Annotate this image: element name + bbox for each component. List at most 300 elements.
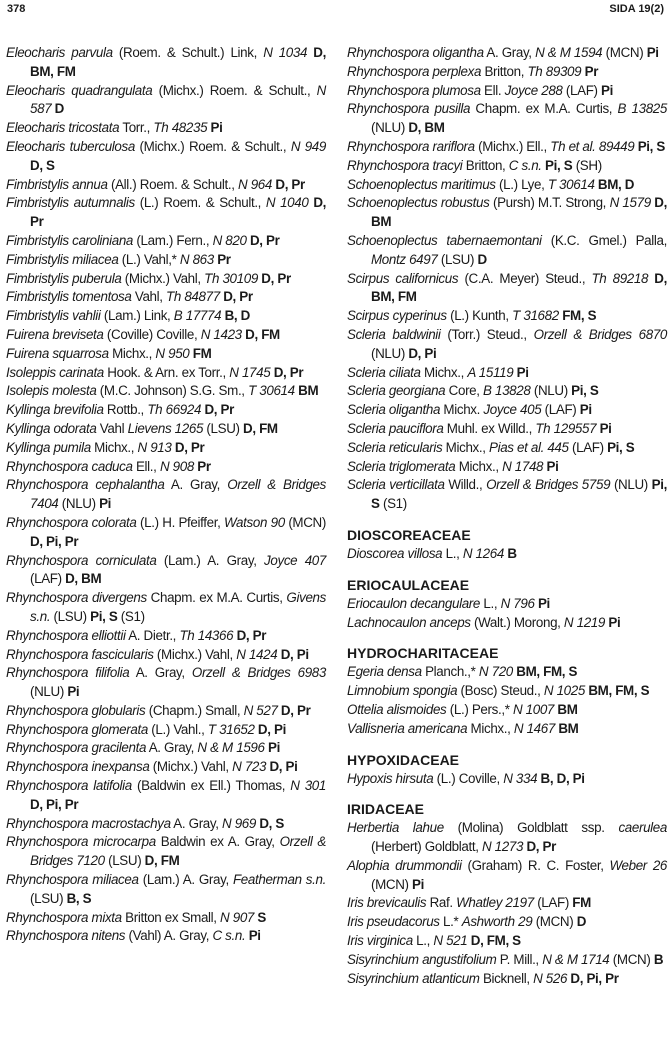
- authority: (Michx.) Roem. & Schult.,: [134, 138, 291, 154]
- authority: (Vahl) A. Gray,: [125, 928, 213, 944]
- taxon-name: Rhynchospora perplexa: [347, 63, 482, 79]
- distribution-codes: D, BM: [61, 571, 102, 587]
- distribution-codes: Pi: [534, 595, 550, 611]
- distribution-codes: S: [254, 909, 266, 925]
- taxon-name: Fimbristylis autumnalis: [6, 195, 135, 211]
- species-entry: [6, 702, 326, 721]
- voucher-citation: C s.n.: [212, 928, 246, 944]
- species-entry: [347, 770, 667, 789]
- authority: (Roem. & Schult.) Link,: [112, 45, 264, 60]
- voucher-citation: Orzell & Bridges 5759: [486, 477, 611, 493]
- species-entry: [6, 270, 326, 289]
- authority: (Lam.) A. Gray,: [156, 552, 265, 568]
- taxon-name: Eleocharis quadrangulata: [6, 82, 153, 98]
- distribution-codes: D, Pr: [272, 176, 305, 192]
- authority: Vahl,: [131, 289, 167, 305]
- voucher-citation: N 907: [220, 909, 255, 925]
- species-entry: [347, 326, 667, 364]
- taxon-name: Rhynchospora latifolia: [6, 778, 132, 794]
- voucher-citation: N 950: [155, 345, 190, 361]
- voucher-citation: T 30614: [547, 176, 595, 192]
- infraspecific-authority: (Herbert) Goldblatt,: [371, 839, 482, 855]
- species-entry: [6, 909, 326, 928]
- voucher-citation: N 301: [290, 778, 327, 794]
- species-entry: [6, 288, 326, 307]
- voucher-citation: N 1219: [563, 614, 606, 630]
- herbarium-acronym: (LSU): [50, 608, 87, 624]
- voucher-citation: N 1007: [512, 701, 555, 717]
- species-entry: [6, 871, 326, 909]
- taxon-name: Kyllinga brevifolia: [6, 402, 104, 418]
- species-entry: [347, 595, 667, 614]
- authority: Hook. & Arn. ex Torr.,: [103, 364, 230, 380]
- species-entry: [347, 100, 667, 138]
- taxon-name: Dioscorea villosa: [347, 545, 443, 561]
- authority: Ell.: [480, 82, 505, 98]
- authority: L.*: [439, 914, 462, 930]
- voucher-citation: Th 84877: [166, 289, 220, 305]
- herbarium-acronym: (LAF): [533, 895, 569, 911]
- species-entry: [6, 552, 326, 590]
- distribution-codes: Pi, S: [371, 477, 667, 512]
- distribution-codes: Pi: [597, 82, 613, 98]
- voucher-citation: B 17774: [173, 308, 222, 324]
- distribution-codes: D, Pr: [219, 289, 253, 305]
- herbarium-acronym: (MCN): [284, 514, 326, 530]
- taxon-name: Scirpus californicus: [347, 270, 459, 286]
- authority: (K.C. Gmel.) Palla,: [541, 232, 667, 248]
- species-entry: [6, 721, 326, 740]
- authority: (Michx.) Vahl,: [121, 270, 205, 286]
- herbarium-acronym: (LSU): [30, 890, 64, 906]
- distribution-codes: BM, FM, S: [584, 683, 650, 699]
- authority: (L.) Coville,: [433, 770, 504, 786]
- status-note: (S1): [117, 608, 145, 624]
- taxon-name: Rhynchospora oligantha: [347, 45, 484, 60]
- taxon-name: Fuirena squarrosa: [6, 345, 109, 361]
- authority: Torr.,: [119, 120, 154, 136]
- authority: A. Dietr.,: [125, 627, 180, 643]
- voucher-citation: N 964: [238, 176, 272, 192]
- authority: Britton ex Small,: [121, 909, 221, 925]
- family-heading: HYDROCHARITACEAE: [347, 645, 499, 662]
- voucher-citation: N & M 1714: [542, 951, 610, 967]
- voucher-citation: T 30614: [248, 383, 295, 399]
- voucher-citation: Givens s.n.: [30, 590, 326, 624]
- species-entry: [6, 420, 326, 439]
- species-entry: [347, 932, 667, 951]
- taxon-name: Fimbristylis annua: [6, 176, 108, 192]
- species-entry: [347, 176, 667, 195]
- species-entry: [347, 720, 667, 739]
- taxon-name: Egeria densa: [347, 664, 422, 680]
- distribution-codes: B, D, Pi: [537, 770, 585, 786]
- authority: A. Gray,: [483, 45, 536, 60]
- distribution-codes: D, Pr: [257, 270, 291, 286]
- voucher-citation: Joyce 405: [483, 402, 542, 418]
- family-heading: DIOSCOREACEAE: [347, 526, 471, 543]
- voucher-citation: T 31652: [207, 721, 255, 737]
- herbarium-acronym: (NLU): [58, 496, 96, 512]
- taxon-name: Fimbristylis caroliniana: [6, 232, 134, 248]
- voucher-citation: N 863: [179, 251, 214, 267]
- taxon-name: Rhynchospora plumosa: [347, 82, 481, 98]
- voucher-citation: N 1025: [543, 683, 585, 699]
- authority: Rottb.,: [103, 402, 148, 418]
- taxon-name: Alophia drummondii: [347, 857, 462, 873]
- infraspecific-name: caerulea: [618, 820, 668, 836]
- taxon-name: Iris virginica: [347, 933, 413, 949]
- species-entry: [347, 970, 667, 989]
- voucher-citation: Orzell & Bridges 7120: [30, 834, 326, 869]
- species-entry: [6, 627, 326, 646]
- authority: Core,: [445, 383, 484, 399]
- voucher-citation: A 15119: [467, 364, 514, 380]
- species-entry: [6, 833, 326, 871]
- species-entry: [6, 815, 326, 834]
- species-entry: [347, 82, 667, 101]
- taxon-name: Rhynchospora gracilenta: [6, 740, 147, 756]
- taxon-name: Kyllinga odorata: [6, 420, 97, 436]
- species-entry: [6, 514, 326, 552]
- distribution-codes: D, S: [255, 815, 284, 831]
- herbarium-acronym: (LSU): [437, 251, 475, 267]
- authority: Chapm. ex M.A. Curtis,: [146, 590, 287, 606]
- authority: (Chapm.) Small,: [145, 702, 244, 718]
- species-entry: [6, 176, 326, 195]
- taxon-name: Rhynchospora divergens: [6, 590, 147, 606]
- authority: (Michx.) Ell.,: [474, 138, 551, 154]
- taxon-name: Rhynchospora caduca: [6, 458, 133, 474]
- authority: (L.) Roem. & Schult.,: [134, 195, 266, 211]
- species-entry: [347, 157, 667, 176]
- authority: (M.C. Johnson) S.G. Sm.,: [96, 383, 249, 399]
- authority: (Coville) Coville,: [103, 326, 201, 342]
- voucher-citation: N 1273: [481, 839, 524, 855]
- authority: (Michx.) Vahl,: [153, 646, 237, 662]
- herbarium-acronym: (MCN): [371, 876, 409, 892]
- distribution-codes: Pi: [408, 876, 424, 892]
- species-entry: [347, 614, 667, 633]
- species-entry: [6, 326, 326, 345]
- species-entry: [347, 270, 667, 308]
- voucher-citation: N 1423: [200, 326, 242, 342]
- species-entry: [347, 194, 667, 232]
- voucher-citation: N 1264: [462, 545, 504, 561]
- distribution-codes: D, BM, FM: [30, 45, 326, 79]
- taxon-name: Scleria verticillata: [347, 477, 445, 493]
- authority: L.,: [442, 545, 463, 561]
- authority: (Molina) Goldblatt ssp.: [443, 820, 619, 836]
- voucher-citation: N 1748: [502, 458, 544, 474]
- species-entry: [6, 758, 326, 777]
- taxon-name: Isoleppis carinata: [6, 364, 104, 380]
- voucher-citation: B 13828: [483, 383, 531, 399]
- voucher-citation: N 334: [503, 770, 538, 786]
- authority: (Baldwin ex Ell.) Thomas,: [131, 778, 291, 794]
- taxon-name: Scleria triglomerata: [347, 458, 456, 474]
- voucher-citation: Watson 90: [224, 514, 285, 530]
- distribution-codes: Pi, S: [603, 439, 635, 455]
- authority: L.,: [412, 933, 434, 949]
- taxon-name: Iris pseudacorus: [347, 914, 440, 930]
- herbarium-acronym: (LAF): [541, 402, 577, 418]
- taxon-name: Fuirena breviseta: [6, 326, 104, 342]
- taxon-name: Scirpus cyperinus: [347, 308, 447, 324]
- distribution-codes: Pi: [576, 402, 592, 418]
- voucher-citation: N 527: [243, 702, 278, 718]
- authority: Britton,: [481, 63, 528, 79]
- species-entry: [6, 44, 326, 82]
- voucher-citation: N 908: [159, 458, 194, 474]
- taxon-name: Rhynchospora glomerata: [6, 721, 148, 737]
- taxon-name: Ottelia alismoides: [347, 701, 447, 717]
- voucher-citation: Th 129557: [535, 420, 597, 436]
- taxon-name: Lachnocaulon anceps: [347, 614, 471, 630]
- taxon-name: Sisyrinchium angustifolium: [347, 951, 497, 967]
- species-entry: [347, 545, 667, 564]
- species-entry: [347, 439, 667, 458]
- species-entry: [6, 364, 326, 383]
- species-entry: [6, 307, 326, 326]
- taxon-name: Eriocaulon decangulare: [347, 595, 480, 611]
- family-heading: IRIDACEAE: [347, 801, 425, 818]
- taxon-name: Rhynchospora nitens: [6, 928, 126, 944]
- distribution-codes: D, Pi, Pr: [30, 796, 79, 812]
- species-entry: [347, 232, 667, 270]
- species-entry: [347, 63, 667, 82]
- taxon-name: Rhynchospora corniculata: [6, 552, 157, 568]
- distribution-codes: D, FM: [141, 853, 180, 869]
- authority: (L.) H. Pfeiffer,: [136, 514, 225, 530]
- voucher-citation: Joyce 407: [264, 552, 326, 568]
- distribution-codes: FM, S: [558, 308, 597, 324]
- distribution-codes: Pi: [605, 614, 621, 630]
- herbarium-acronym: (LSU): [104, 853, 142, 869]
- species-entry: [6, 345, 326, 364]
- authority: Baldwin ex A. Gray,: [155, 834, 280, 850]
- authority: (Graham) R. C. Foster,: [461, 857, 610, 873]
- herbarium-acronym: (NLU): [530, 383, 568, 399]
- taxon-name: Rhynchospora tracyi: [347, 157, 463, 173]
- authority: Planch.,*: [421, 664, 479, 680]
- authority: Ell.,: [132, 458, 160, 474]
- taxon-name: Rhynchospora rariflora: [347, 138, 475, 154]
- voucher-citation: Th 66924: [147, 402, 202, 418]
- running-head: SIDA 19(2): [609, 3, 664, 15]
- taxon-name: Schoenoplectus maritimus: [347, 176, 496, 192]
- authority: (Michx.) Roem. & Schult.,: [152, 82, 317, 98]
- taxon-name: Sisyrinchium atlanticum: [347, 970, 480, 986]
- authority: (Pursh) M.T. Strong,: [489, 195, 610, 211]
- distribution-codes: BM, FM, S: [512, 664, 578, 680]
- taxon-name: Rhynchospora fascicularis: [6, 646, 154, 662]
- authority: Michx.,: [90, 439, 138, 455]
- species-entry: [347, 682, 667, 701]
- species-entry: [347, 364, 667, 383]
- taxon-name: Rhynchospora cephalantha: [6, 477, 165, 493]
- voucher-citation: C s.n.: [508, 157, 542, 173]
- voucher-citation: N 1745: [229, 364, 271, 380]
- distribution-codes: BM: [294, 383, 319, 399]
- authority: (Bosc) Steud.,: [457, 683, 544, 699]
- herbarium-acronym: (NLU): [371, 345, 405, 361]
- authority: (L.) Vahl,*: [118, 251, 180, 267]
- taxon-name: Kyllinga pumila: [6, 439, 91, 455]
- voucher-citation: N & M 1596: [197, 740, 265, 756]
- distribution-codes: D: [573, 914, 587, 930]
- taxon-name: Iris brevicaulis: [347, 895, 427, 911]
- species-entry: [6, 251, 326, 270]
- species-entry: [347, 476, 667, 514]
- voucher-citation: N 526: [533, 970, 568, 986]
- distribution-codes: D, Pr: [277, 702, 311, 718]
- species-entry: [6, 382, 326, 401]
- species-entry: [6, 401, 326, 420]
- distribution-codes: D, S: [30, 157, 55, 173]
- species-entry: [347, 138, 667, 157]
- status-note: (SH): [572, 157, 602, 173]
- species-entry: [6, 138, 326, 176]
- distribution-codes: BM: [554, 701, 578, 717]
- distribution-codes: Pi: [596, 420, 612, 436]
- distribution-codes: Pr: [193, 458, 211, 474]
- authority: Michx.: [440, 402, 484, 418]
- distribution-codes: Pi: [643, 45, 659, 60]
- taxon-name: Rhynchospora microcarpa: [6, 834, 156, 850]
- voucher-citation: N & M 1594: [535, 45, 603, 60]
- species-entry: [6, 646, 326, 665]
- distribution-codes: FM: [189, 345, 212, 361]
- taxon-name: Hypoxis hirsuta: [347, 770, 434, 786]
- voucher-citation: Pias et al. 445: [489, 439, 569, 455]
- distribution-codes: D, Pi: [404, 345, 437, 361]
- authority: (L.) Lye,: [495, 176, 548, 192]
- authority: (Lam.) Fern.,: [133, 232, 213, 248]
- species-entry: [6, 777, 326, 815]
- authority: (C.A. Meyer) Steud.,: [458, 270, 592, 286]
- distribution-codes: D, FM: [239, 420, 278, 436]
- species-entry: [347, 701, 667, 720]
- taxon-name: Scleria baldwinii: [347, 326, 441, 342]
- authority: Muhl. ex Willd.,: [443, 420, 536, 436]
- distribution-codes: Pi, S: [634, 138, 666, 154]
- species-entry: [347, 857, 667, 895]
- distribution-codes: D: [51, 101, 64, 117]
- authority: (Michx.) Vahl,: [149, 759, 233, 775]
- distribution-codes: Pi: [207, 120, 223, 136]
- authority: Chapm. ex M.A. Curtis,: [470, 101, 618, 117]
- species-entry: [347, 458, 667, 477]
- voucher-citation: Th 14366: [179, 627, 234, 643]
- voucher-citation: N 820: [212, 232, 247, 248]
- species-entry: [6, 458, 326, 477]
- voucher-citation: Weber 26: [609, 857, 668, 873]
- distribution-codes: Pi: [264, 740, 280, 756]
- species-entry: [6, 739, 326, 758]
- voucher-citation: T 31682: [512, 308, 559, 324]
- species-entry: [347, 307, 667, 326]
- taxon-name: Schoenoplectus tabernaemontani: [347, 232, 542, 248]
- voucher-citation: N 949: [290, 138, 327, 154]
- voucher-citation: N 796: [500, 595, 535, 611]
- voucher-citation: N 1040: [265, 195, 309, 211]
- distribution-codes: Pi, S: [567, 383, 599, 399]
- authority: (L.) Vahl.,: [147, 721, 208, 737]
- distribution-codes: Pi: [63, 684, 80, 700]
- voucher-citation: N 521: [433, 933, 468, 949]
- taxon-name: Rhynchospora mixta: [6, 909, 122, 925]
- taxon-name: Schoenoplectus robustus: [347, 195, 490, 211]
- taxon-name: Rhynchospora colorata: [6, 514, 137, 530]
- authority: Michx.,: [108, 345, 156, 361]
- status-note: (S1): [379, 496, 407, 512]
- distribution-codes: D, Pr: [171, 439, 205, 455]
- distribution-codes: D, Pr: [201, 402, 234, 418]
- voucher-citation: B 13825: [617, 101, 667, 117]
- taxon-name: Rhynchospora globularis: [6, 702, 146, 718]
- voucher-citation: N 1467: [513, 720, 555, 736]
- authority: Britton,: [462, 157, 509, 173]
- taxon-name: Fimbristylis tomentosa: [6, 289, 132, 305]
- herbarium-acronym: (LAF): [562, 82, 598, 98]
- taxon-name: Scleria ciliata: [347, 364, 421, 380]
- voucher-citation: Lievens 1265: [127, 420, 204, 436]
- species-entry: [6, 664, 326, 702]
- taxon-name: Herbertia lahue: [347, 820, 444, 836]
- species-entry: [6, 589, 326, 627]
- authority: (Torr.) Steud.,: [440, 326, 534, 342]
- authority: (All.) Roem. & Schult.,: [107, 176, 239, 192]
- taxon-name: Rhynchospora inexpansa: [6, 759, 150, 775]
- distribution-codes: D, Pi: [254, 721, 286, 737]
- authority: Michx.,: [420, 364, 468, 380]
- authority: (Walt.) Morong,: [470, 614, 564, 630]
- distribution-codes: D, Pr: [233, 627, 267, 643]
- taxon-name: Isolepis molesta: [6, 383, 97, 399]
- species-entry: [347, 913, 667, 932]
- herbarium-acronym: (NLU): [610, 477, 648, 493]
- taxon-name: Fimbristylis miliacea: [6, 251, 119, 267]
- authority: (Lam.) Link,: [100, 308, 174, 324]
- family-heading: HYPOXIDACEAE: [347, 751, 460, 768]
- species-entry: [347, 401, 667, 420]
- species-entry: [6, 927, 326, 946]
- authority: L.,: [480, 595, 501, 611]
- distribution-codes: Pi: [543, 458, 559, 474]
- distribution-codes: D, Pi, Pr: [30, 533, 79, 549]
- authority: (L.) Pers.,*: [446, 701, 513, 717]
- species-entry: [347, 894, 667, 913]
- species-entry: [6, 119, 326, 138]
- voucher-citation: Orzell & Bridges 6870: [533, 326, 668, 342]
- voucher-citation: Montz 6497: [371, 251, 438, 267]
- distribution-codes: D, Pi, Pr: [567, 970, 619, 986]
- voucher-citation: Whatley 2197: [456, 895, 534, 911]
- species-entry: [6, 439, 326, 458]
- voucher-citation: N 913: [137, 439, 172, 455]
- taxon-name: Rhynchospora macrostachya: [6, 815, 171, 831]
- voucher-citation: Th 89309: [527, 63, 582, 79]
- voucher-citation: Ashworth 29: [461, 914, 533, 930]
- distribution-codes: Pr: [213, 251, 231, 267]
- herbarium-acronym: (NLU): [371, 120, 405, 136]
- herbarium-acronym: (LAF): [568, 439, 604, 455]
- voucher-citation: N 723: [232, 759, 267, 775]
- herbarium-acronym: (LSU): [203, 420, 240, 436]
- taxon-name: Fimbristylis vahlii: [6, 308, 101, 324]
- species-entry: [347, 951, 667, 970]
